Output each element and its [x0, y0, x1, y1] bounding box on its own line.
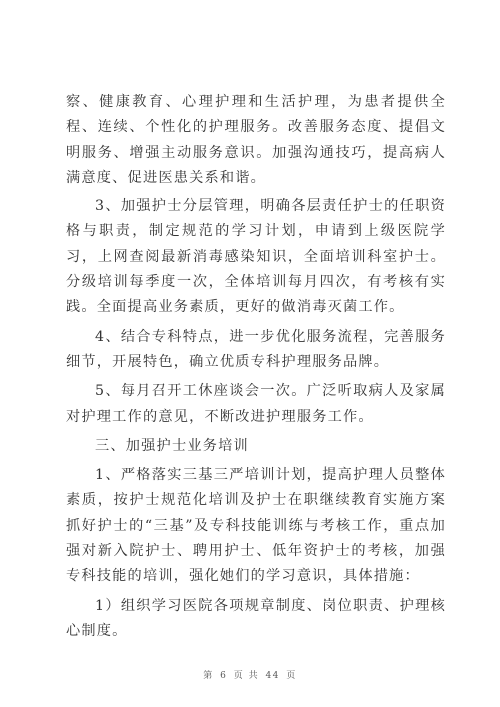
page-footer: [0, 668, 500, 681]
paragraph-1: 察、健康教育、心理护理和生活护理，为患者提供全程、连续、个性化的护理服务。改善服务态度、提倡文明服务、增强主动服务意识。加强沟通技巧，提高病人满意度、促进医患关系和谐。: [66, 94, 446, 186]
footer-prefix: 第: [203, 671, 214, 681]
footer-suffix: 页: [286, 671, 297, 681]
paragraph-6: 1）组织学习医院各项规章制度、岗位职责、护理核心制度。: [66, 597, 446, 639]
paragraph-5: 1、严格落实三基三严培训计划，提高护理人员整体素质，按护士规范化培训及护士在职继续教育实施方案抓好护士的“三基”及专科技能训练与考核工作，重点加强对新入院护士、聘用护士、低年资护士的考核，加强专科技能的培训，强化她们的学习意识，具体措施：: [66, 467, 446, 585]
footer-middle: 页 共: [233, 671, 260, 681]
footer-total-pages: 44: [265, 671, 280, 681]
document-body: [66, 90, 446, 644]
footer-page-number: 6: [220, 671, 228, 681]
paragraph-2: 3、加强护士分层管理，明确各层责任护士的任职资格与职责，制定规范的学习计划，申请到上级医院学习，上网查阅最新消毒感染知识，全面培训科室护士。分级培训每季度一次，全体培训每月四次，有考核有实践。全面提高业务素质，更好的做消毒灭菌工作。: [66, 198, 446, 316]
section-heading: 三、加强护士业务培训: [95, 437, 249, 454]
paragraph-4: 5、每月召开工休座谈会一次。广泛听取病人及家属对护理工作的意见，不断改进护理服务工作。: [66, 383, 446, 425]
paragraph-3: 4、结合专科特点，进一步优化服务流程，完善服务细节，开展特色，确立优质专科护理服务品牌。: [66, 328, 446, 370]
